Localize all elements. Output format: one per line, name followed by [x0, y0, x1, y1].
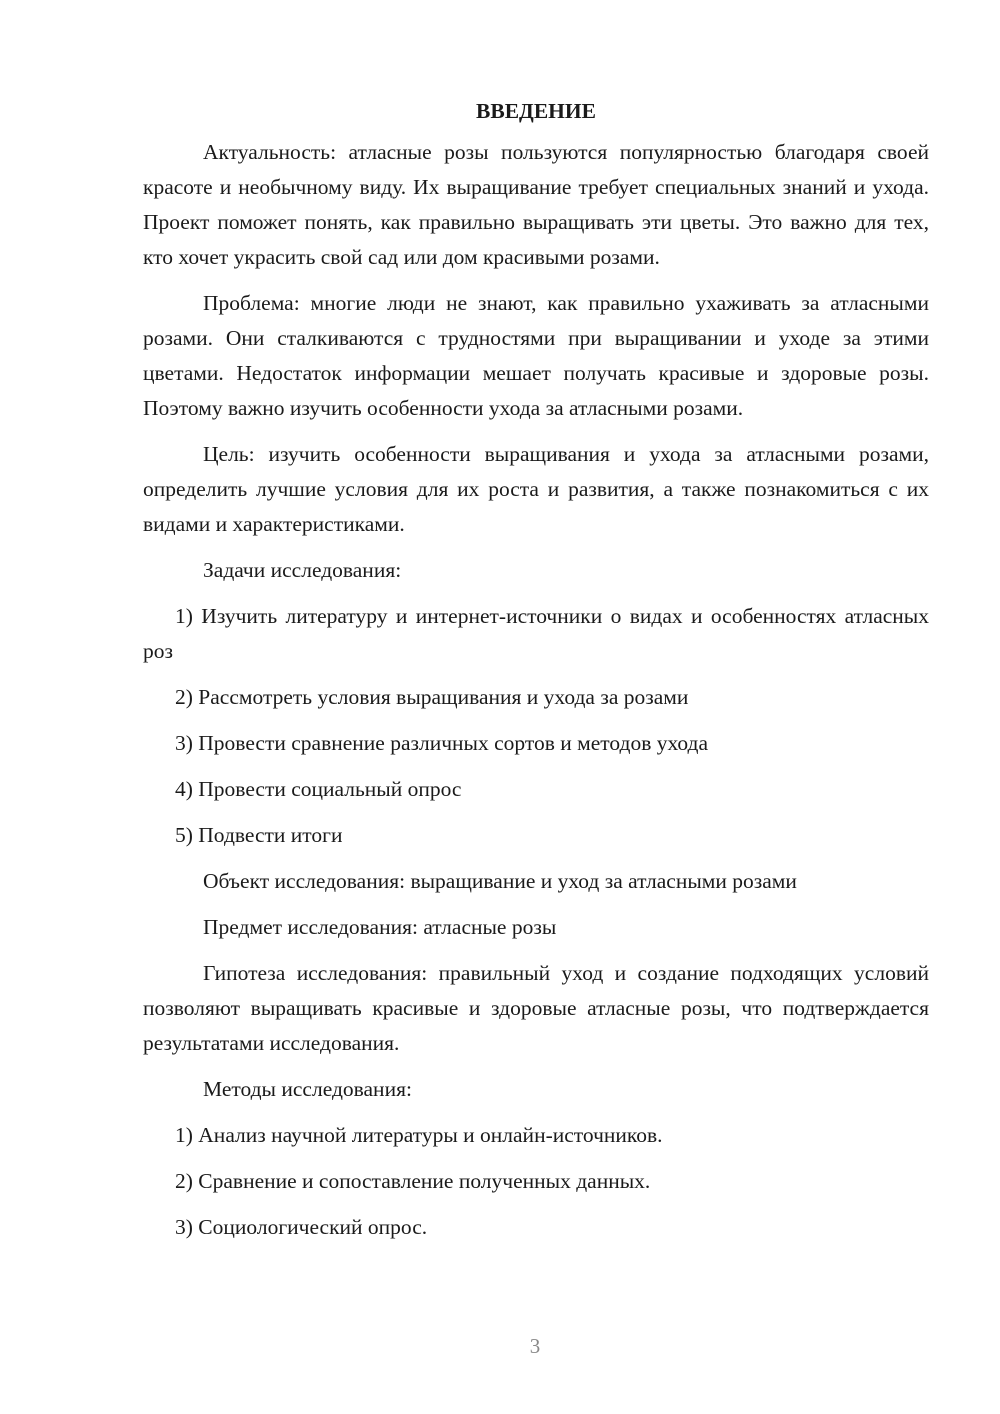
- document-page: [143, 96, 929, 1256]
- task-item: 4) Провести социальный опрос: [175, 777, 462, 801]
- task-item: 5) Подвести итоги: [175, 823, 343, 847]
- method-item: 2) Сравнение и сопоставление полученных данных.: [175, 1169, 651, 1193]
- method-item: 3) Социологический опрос.: [175, 1215, 428, 1239]
- task-item: 3) Провести сравнение различных сортов и методов ухода: [175, 731, 709, 755]
- task-item: 1) Изучить литературу и интернет-источники о видах и особенностях атласных роз: [143, 604, 929, 663]
- object-line: Объект исследования: выращивание и уход за атласными розами: [203, 869, 797, 893]
- tasks-heading: Задачи исследования:: [203, 558, 402, 582]
- task-item: 2) Рассмотреть условия выращивания и ухода за розами: [175, 685, 689, 709]
- subject-line: Предмет исследования: атласные розы: [203, 915, 557, 939]
- method-item: 1) Анализ научной литературы и онлайн-источников.: [175, 1123, 663, 1147]
- problem-paragraph: Проблема: многие люди не знают, как правильно ухаживать за атласными розами. Они сталкиваются с трудностями при выращивании и уходе за этими цветами. Недостаток информации мешает получать красивые и здоровые розы. Поэтому важно изучить особенности ухода за атласными розами.: [143, 291, 929, 420]
- goal-paragraph: Цель: изучить особенности выращивания и ухода за атласными розами, определить лучшие условия для их роста и развития, а также познакомиться с их видами и характеристиками.: [143, 442, 929, 536]
- methods-heading: Методы исследования:: [203, 1077, 412, 1101]
- page-number: 3: [529, 1334, 541, 1358]
- section-title: ВВЕДЕНИЕ: [476, 99, 596, 123]
- hypothesis-paragraph: Гипотеза исследования: правильный уход и создание подходящих условий позволяют выращивать красивые и здоровые атласные розы, что подтверждается результатами исследования.: [143, 961, 929, 1055]
- relevance-paragraph: Актуальность: атласные розы пользуются популярностью благодаря своей красоте и необычному виду. Их выращивание требует специальных знаний и ухода. Проект поможет понять, как правильно выращивать эти цветы. Это важно для тех, кто хочет украсить свой сад или дом красивыми розами.: [143, 140, 929, 269]
